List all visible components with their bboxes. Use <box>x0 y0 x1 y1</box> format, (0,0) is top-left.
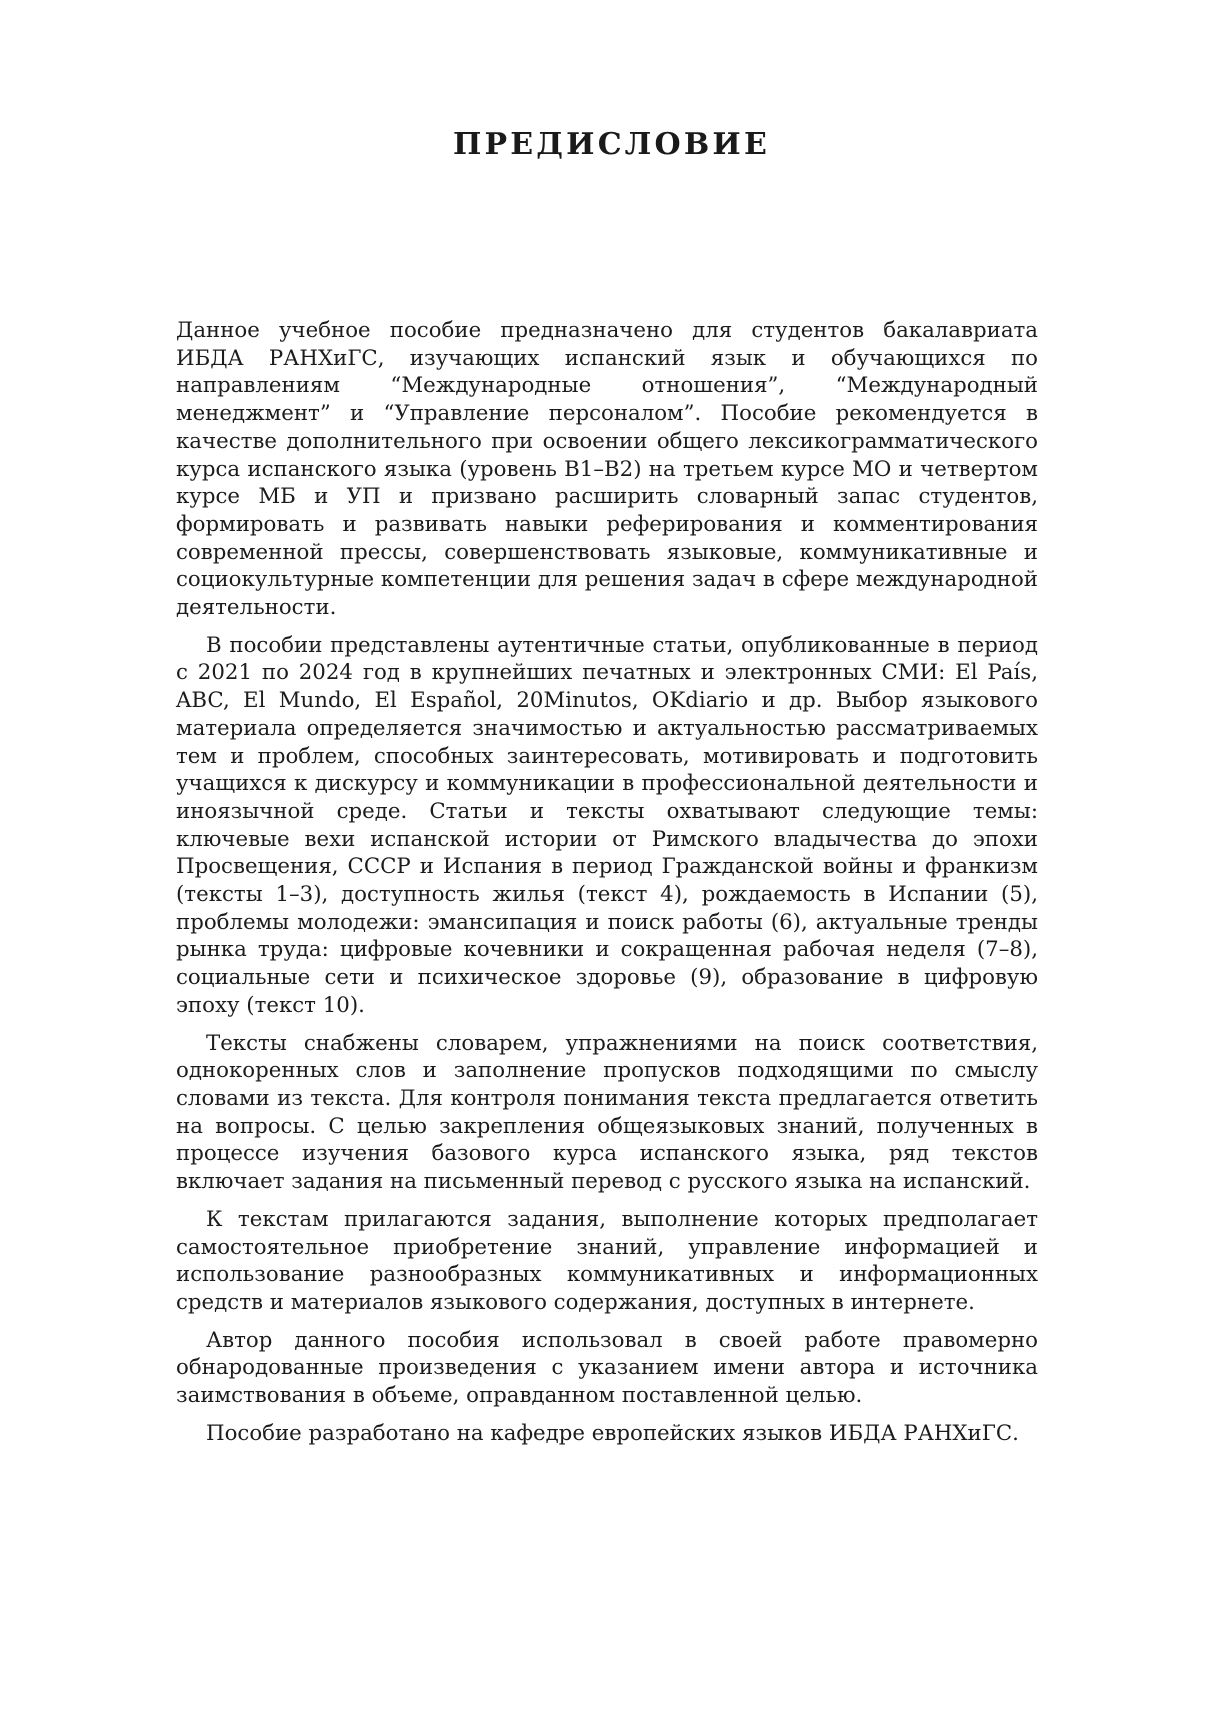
preface-body <box>176 317 1038 1457</box>
paragraph-intro: Данное учебное пособие предназначено для студентов бакалавриата ИБДА РАНХиГС, изучающих испанский язык и обучающихся по направлениям “Международные отношения”, “Международный менеджмент” и “Управление персоналом”. Пособие рекомендуется в качестве дополнительного при освоении общего лексикограмматического курса испанского языка (уровень В1–В2) на третьем курсе МО и четвертом курсе МБ и УП и призвано расширить словарный запас студентов, формировать и развивать навыки реферирования и комментирования современной прессы, совершенствовать языковые, коммуникативные и социокультурные компетенции для решения задач в сфере международной деятельности. <box>176 318 1038 621</box>
paragraph-exercises: Тексты снабжены словарем, упражнениями на поиск соответствия, однокоренных слов и заполнение пропусков подходящими по смыслу словами из текста. Для контроля понимания текста предлагается ответить на вопросы. С целью закрепления общеязыковых знаний, полученных в процессе изучения базового курса испанского языка, ряд текстов включает задания на письменный перевод с русского языка на испанский. <box>176 1030 1038 1195</box>
paragraph-sources: В пособии представлены аутентичные статьи, опубликованные в период с 2021 по 2024 год в крупнейших печатных и электронных СМИ: El País, ABC, El Mundo, El Español, 20Minutos, OKdiario и др. Выбор языкового материала определяется значимостью и актуальностью рассматриваемых тем и проблем, способных заинтересовать, мотивировать и подготовить учащихся к дискурсу и коммуникации в профессиональной деятельности и иноязычной среде. Статьи и тексты охватывают следующие темы: ключевые вехи испанской истории от Римского владычества до эпохи Просвещения, СССР и Испания в период Гражданской войны и франкизм (тексты 1–3), доступность жилья (текст 4), рождаемость в Испании (5), проблемы молодежи: эмансипация и поиск работы (6), актуальные тренды рынка труда: цифровые кочевники и сокращенная рабочая неделя (7–8), социальные сети и психическое здоровье (9), образование в цифровую эпоху (текст 10). <box>176 632 1038 1018</box>
paragraph-department: Пособие разработано на кафедре европейских языков ИБДА РАНХиГС. <box>206 1420 1019 1446</box>
paragraph-tasks: К текстам прилагаются задания, выполнение которых предполагает самостоятельное приобретение знаний, управление информацией и использование разнообразных коммуникативных и информационных средств и материалов языкового содержания, доступных в интернете. <box>176 1206 1038 1315</box>
paragraph-copyright: Автор данного пособия использовал в своей работе правомерно обнародованные произведения с указанием имени автора и источника заимствования в объеме, оправданном поставленной целью. <box>176 1327 1038 1409</box>
page-title: ПРЕДИСЛОВИЕ <box>452 127 771 162</box>
